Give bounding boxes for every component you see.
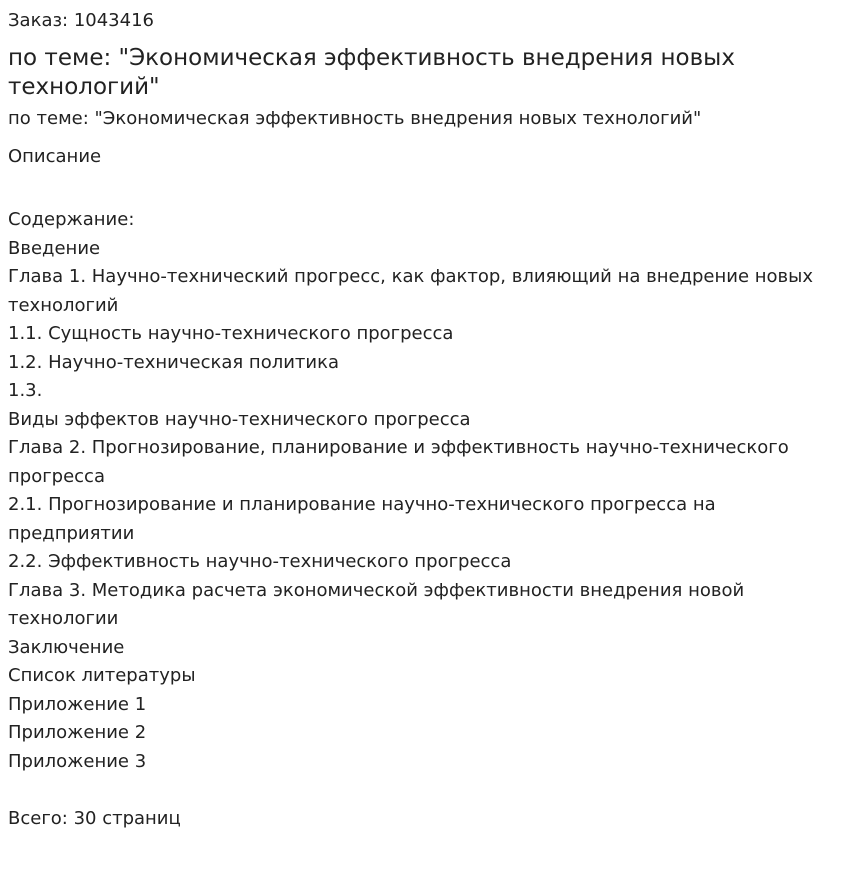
toc-item-chapter-1: Глава 1. Научно-технический прогресс, как фактор, влияющий на внедрение новых технологий: [8, 266, 814, 316]
toc-item-2-2: 2.2. Эффективность научно-технического прогресса: [8, 551, 512, 572]
toc-item-appendix-2: Приложение 2: [8, 722, 147, 743]
contents-heading: Содержание:: [8, 209, 135, 230]
toc-item-introduction: Введение: [8, 237, 101, 259]
toc-item-1-1: 1.1. Сущность научно-технического прогресса: [8, 323, 454, 344]
toc-item-appendix-1: Приложение 1: [8, 693, 147, 715]
toc-item-references: Список литературы: [8, 665, 196, 686]
document-subtitle: по теме: "Экономическая эффективность внедрения новых технологий": [8, 108, 702, 129]
toc-item-chapter-2: Глава 2. Прогнозирование, планирование и эффективность научно-технического прогресса: [8, 437, 789, 487]
toc-item-2-1: 2.1. Прогнозирование и планирование научно-технического прогресса на предприятии: [8, 494, 716, 544]
toc-item-1-3-title: Виды эффектов научно-технического прогресса: [8, 408, 471, 430]
toc-item-conclusion: Заключение: [8, 636, 125, 658]
toc-item-appendix-3: Приложение 3: [8, 750, 147, 772]
toc-item-1-2: 1.2. Научно-техническая политика: [8, 351, 340, 373]
page-count: Всего: 30 страниц: [8, 807, 181, 829]
toc-item-chapter-3: Глава 3. Методика расчета экономической эффективности внедрения новой технологии: [8, 579, 745, 629]
description-heading: Описание: [8, 146, 102, 167]
order-number: Заказ: 1043416: [8, 10, 154, 31]
table-of-contents: [8, 235, 839, 777]
toc-item-1-3-number: 1.3.: [8, 380, 43, 401]
document-title: по теме: "Экономическая эффективность внедрения новых технологий": [8, 45, 735, 100]
